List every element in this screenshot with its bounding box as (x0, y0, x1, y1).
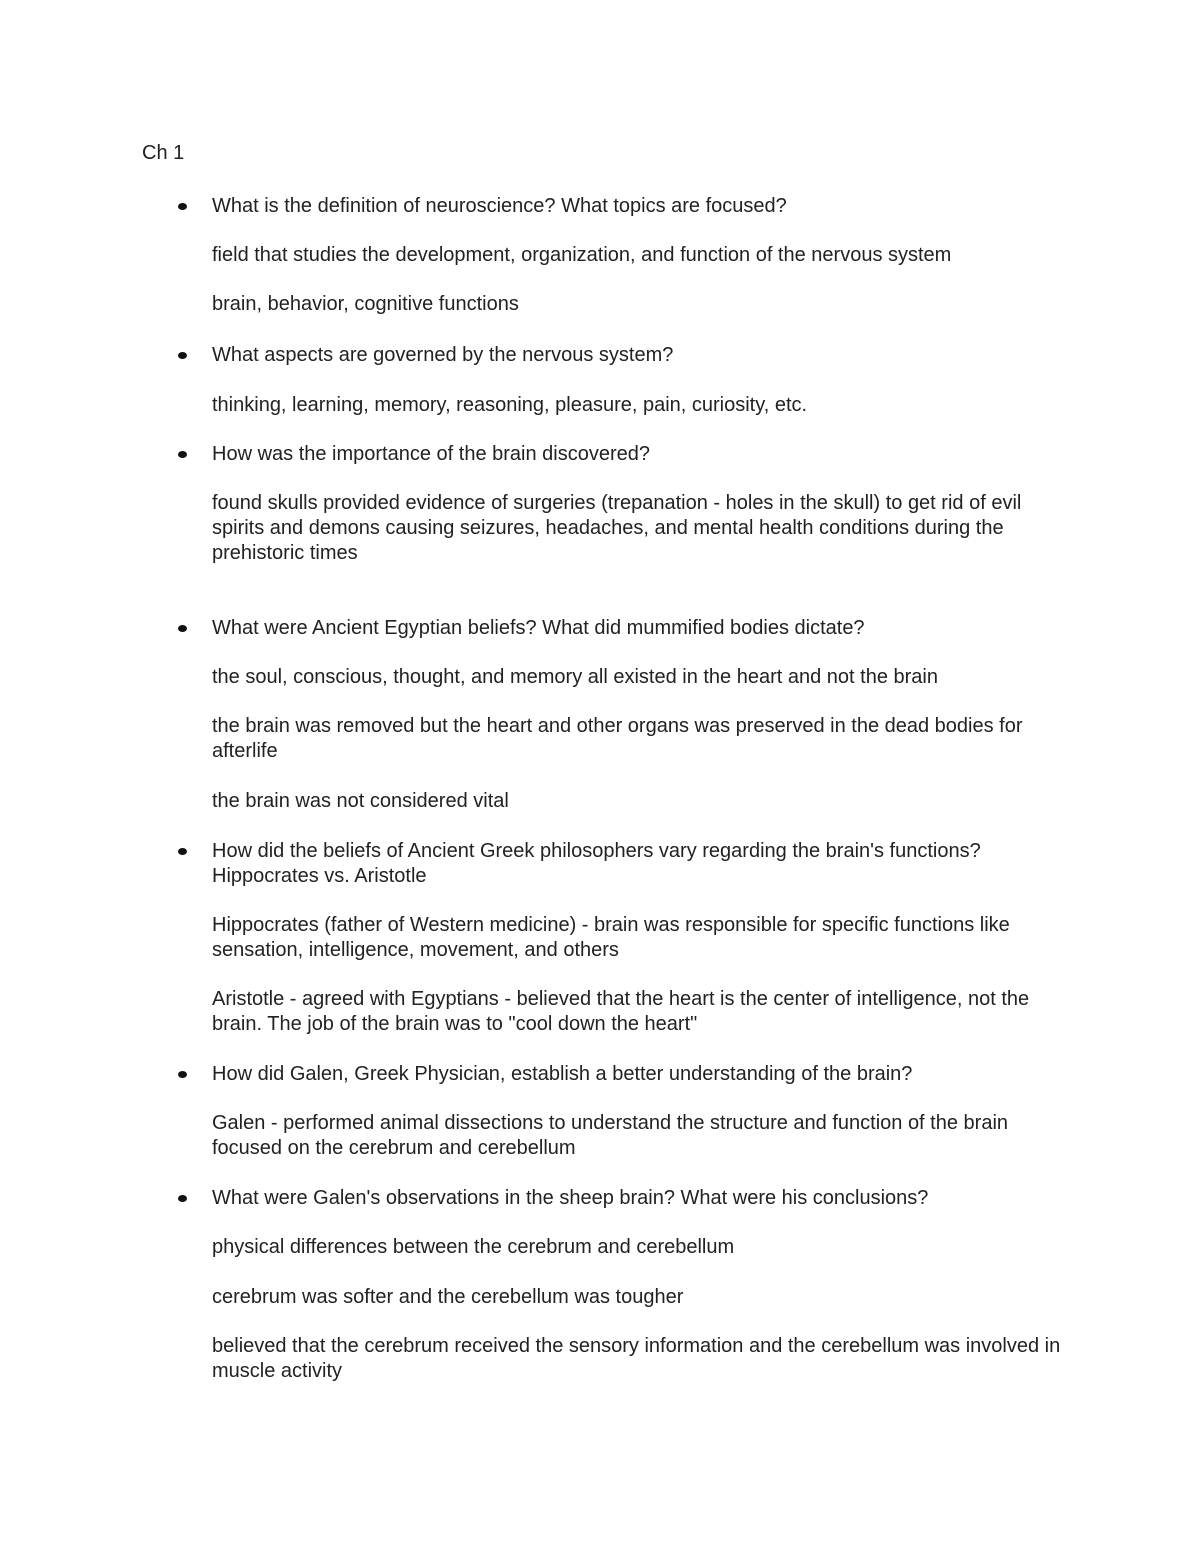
question-item (212, 1186, 1072, 1211)
question-item (212, 839, 1072, 889)
question-text: How was the importance of the brain discovered? (212, 443, 651, 465)
question-item (212, 442, 1072, 467)
answer-text: Aristotle - agreed with Egyptians - believed that the heart is the center of intelligence, not the brain. The job of the brain was to "cool down the heart" (212, 988, 1030, 1035)
question-text: How did the beliefs of Ancient Greek philosophers vary regarding the brain's functions? Hippocrates vs. Aristotle (212, 840, 981, 887)
answer-text: believed that the cerebrum received the sensory information and the cerebellum was involved in muscle activity (212, 1335, 1061, 1382)
bullet-icon (178, 1071, 187, 1078)
answer-text: the brain was removed but the heart and other organs was preserved in the dead bodies for afterlife (212, 715, 1023, 762)
bullet-icon (178, 848, 187, 855)
answer-text: cerebrum was softer and the cerebellum was tougher (212, 1286, 684, 1308)
question-item (212, 616, 1072, 641)
answer-text: thinking, learning, memory, reasoning, pleasure, pain, curiosity, etc. (212, 394, 808, 416)
answer-text: Hippocrates (father of Western medicine) - brain was responsible for specific functions like sensation, intelligence, movement, and others (212, 914, 1010, 961)
answer-text: the soul, conscious, thought, and memory all existed in the heart and not the brain (212, 666, 938, 688)
question-item (212, 343, 1072, 368)
answer-text: the brain was not considered vital (212, 790, 509, 812)
answer-text: field that studies the development, organization, and function of the nervous system (212, 244, 952, 266)
question-text: What were Galen's observations in the sheep brain? What were his conclusions? (212, 1187, 929, 1209)
chapter-heading: Ch 1 (142, 142, 185, 164)
question-text: What aspects are governed by the nervous system? (212, 344, 674, 366)
bullet-icon (178, 203, 187, 210)
answer-text: found skulls provided evidence of surgeries (trepanation - holes in the skull) to get rid of evil spirits and demons causing seizures, headaches, and mental health conditions during the prehistoric times (212, 492, 1022, 564)
answer-text: physical differences between the cerebrum and cerebellum (212, 1236, 735, 1258)
bullet-icon (178, 625, 187, 632)
question-text: What were Ancient Egyptian beliefs? What did mummified bodies dictate? (212, 617, 865, 639)
question-item (212, 194, 1072, 219)
answer-text: brain, behavior, cognitive functions (212, 293, 519, 315)
bullet-icon (178, 352, 187, 359)
question-text: What is the definition of neuroscience? What topics are focused? (212, 195, 787, 217)
question-item (212, 1062, 1072, 1087)
bullet-icon (178, 1195, 187, 1202)
answer-text: Galen - performed animal dissections to understand the structure and function of the brain focused on the cerebrum and cerebellum (212, 1112, 1009, 1159)
question-text: How did Galen, Greek Physician, establish a better understanding of the brain? (212, 1063, 913, 1085)
bullet-icon (178, 451, 187, 458)
